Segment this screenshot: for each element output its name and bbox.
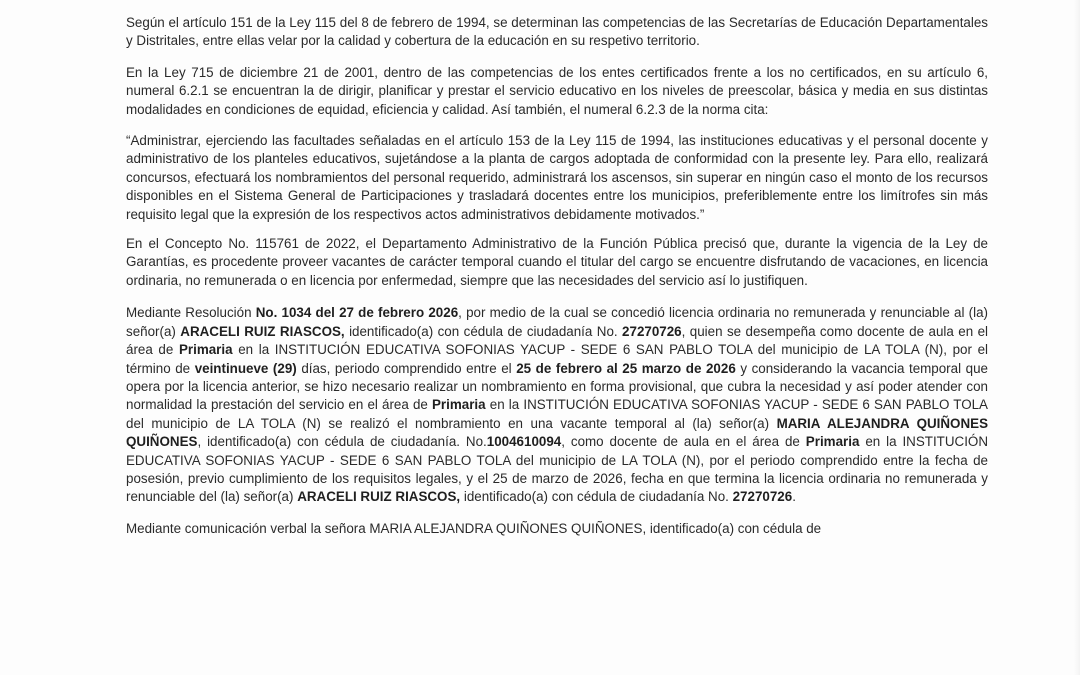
text-segment: días, periodo comprendido entre el — [296, 360, 517, 376]
titular-id-number: 27270726 — [622, 323, 682, 339]
appointee-name: MARIA ALEJANDRA QUIÑONES QUIÑONES — [126, 415, 988, 450]
paragraph-quote-article-153: “Administrar, ejerciendo las facultades señaladas en el artículo 153 de la Ley 115 de 1994, las instituciones educativas y el personal docente y administrativo de los planteles educativos, sujetándose a la planta de cargos adoptada de conformidad con la presente ley. Para ello, realizará concursos, efectuará los nombramientos del personal requerido, administrará los ascensos, sin superar en ningún caso el monto de los recursos disponibles en el Sistema General de Participaciones y trasladará docentes entre los municipios, preferiblemente entre los limítrofes sin más requisito legal que la expresión de los respectivos actos administrativos debidamente motivados.” — [126, 133, 988, 222]
text-segment: identificado(a) con cédula de ciudadanía No. — [460, 489, 733, 505]
paragraph-comunicacion-verbal: Mediante comunicación verbal la señora MARIA ALEJANDRA QUIÑONES QUIÑONES, identificado(a) con cédula de — [126, 520, 822, 536]
area-primaria: Primaria — [805, 434, 860, 450]
text-segment: y considerando la vacancia temporal que opera por la licencia anterior, se hizo necesario realizar un nombramiento en forma provisional, que cubra la necesidad y así poder atender con normalidad la prestación del servicio en el área de — [126, 360, 988, 413]
scan-edge-shadow — [1074, 0, 1080, 675]
appointee-id-number: 1004610094 — [486, 434, 562, 450]
text-segment: en la INSTITUCIÓN EDUCATIVA SOFONIAS YACUP - SEDE 6 SAN PABLO TOLA del municipio de LA TOLA (N), por el término de — [126, 342, 988, 376]
text-segment: , como docente de aula en el área de — [561, 434, 806, 450]
resolution-number: No. 1034 del 27 de febrero 2026 — [255, 305, 459, 321]
area-primaria: Primaria — [178, 342, 233, 358]
license-period: 25 de febrero al 25 marzo de 2026 — [516, 360, 736, 376]
text-segment: . — [792, 489, 796, 505]
text-segment: , identificado(a) con cédula de ciudadanía. No. — [197, 434, 487, 450]
paragraph-ley-715: En la Ley 715 de diciembre 21 de 2001, dentro de las competencias de los entes certificados frente a los no certificados, en su artículo 6, numeral 6.2.1 se encuentran la de dirigir, planificar y prestar el servicio educativo en los niveles de preescolar, básica y media en sus distintas modalidades en condiciones de equidad, eficiencia y calidad. Así también, el numeral 6.2.3 de la norma cita: — [126, 64, 988, 117]
text-segment: identificado(a) con cédula de ciudadanía No. — [344, 323, 623, 339]
titular-name: ARACELI RUIZ RIASCOS, — [297, 489, 461, 505]
area-primaria: Primaria — [432, 397, 486, 413]
text-segment: en la INSTITUCIÓN EDUCATIVA SOFONIAS YACUP - SEDE 6 SAN PABLO TOLA del municipio de LA TOLA (N), por el periodo comprendido entre la fecha de posesión, previo cumplimiento de los requisitos legales, y el 25 de marzo de 2026, fecha en que termina la licencia ordinaria no remunerada y renunciable del (la) señor(a) — [126, 434, 989, 505]
document-body — [126, 14, 988, 551]
text-segment: Mediante Resolución — [126, 305, 256, 321]
text-segment: , quien se desempeña como docente de aula en el área de — [126, 323, 988, 358]
license-duration: veintinueve (29) — [194, 360, 297, 376]
titular-id-number: 27270726 — [732, 489, 793, 505]
paragraph-concepto-115761: En el Concepto No. 115761 de 2022, el Departamento Administrativo de la Función Pública precisó que, durante la vigencia de la Ley de Garantías, es procedente proveer vacantes de carácter temporal cuando el titular del cargo se encuentre disfrutando de vacaciones, en licencia ordinaria, no remunerada o en licencia por enfermedad, siempre que las necesidades del servicio así lo justifiquen. — [126, 236, 988, 288]
paragraph-ley-115: Según el artículo 151 de la Ley 115 del 8 de febrero de 1994, se determinan las competencias de las Secretarías de Educación Departamentales y Distritales, entre ellas velar por la calidad y cobertura de la educación en su respetivo territorio. — [126, 15, 988, 49]
text-segment: , por medio de la cual se concedió licencia ordinaria no remunerada y renunciable al (la) señor(a) — [126, 305, 988, 339]
text-segment: en la INSTITUCIÓN EDUCATIVA SOFONIAS YACUP - SEDE 6 SAN PABLO TOLA del municipio de LA TOLA (N) se realizó el nombramiento en una vacante temporal al (la) señor(a) — [126, 397, 988, 431]
paragraph-resolucion-1034 — [126, 304, 988, 506]
titular-name: ARACELI RUIZ RIASCOS, — [180, 323, 345, 339]
